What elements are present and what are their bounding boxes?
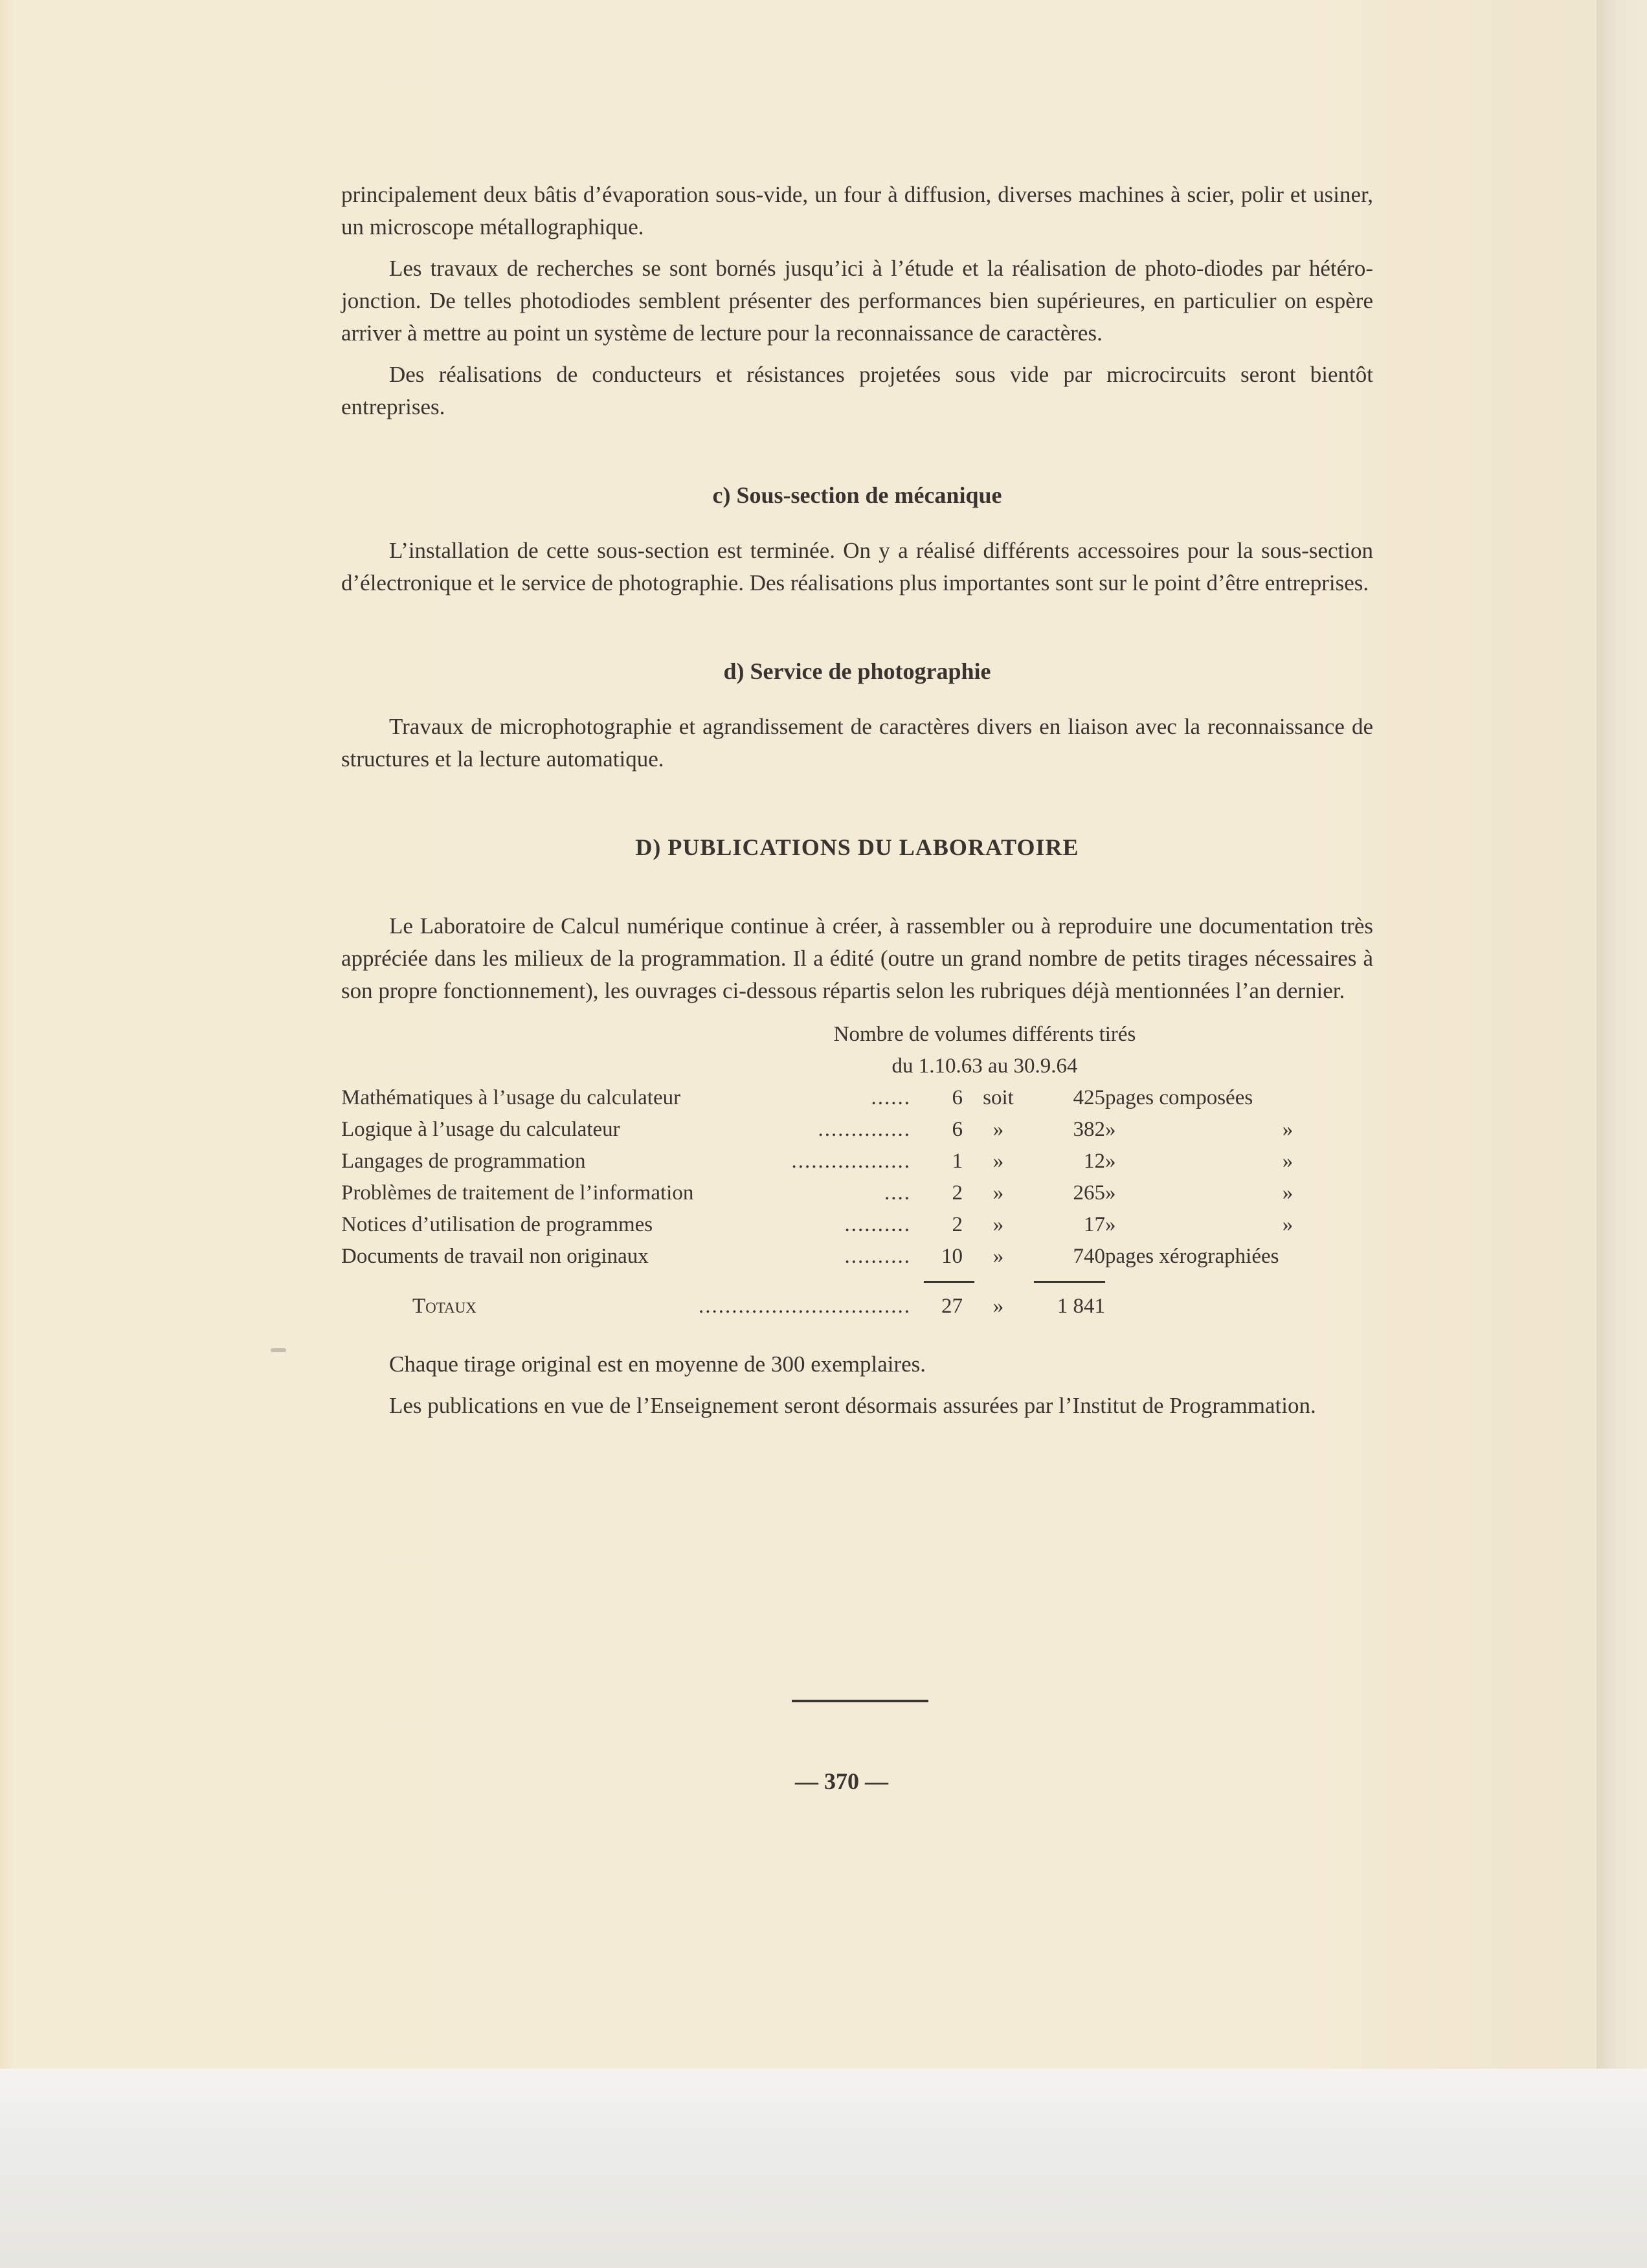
leader-dots: .......... [844, 1213, 911, 1236]
page-content [341, 179, 1373, 1422]
row-label: Notices d’utilisation de programmes [341, 1213, 653, 1236]
paragraph-publications-intro: Le Laboratoire de Calcul numérique continue à créer, à rassembler ou à reproduire une documentation très appréciée dans les milieux de la programmation. Il a édité (outre un grand nombre de petits tirages nécessaires à son propre fonctionnement), les ouvrages ci-dessous répartis selon les rubriques déjà mentionnées l’an dernier. [341, 913, 1373, 1003]
leader-dots: ................................ [699, 1295, 911, 1318]
heading-mecanique: c) Sous-section de mécanique [712, 482, 1002, 508]
row-volumes: 6 [952, 1118, 963, 1141]
row-volumes: 2 [952, 1213, 963, 1236]
row-ditto: » [1105, 1118, 1116, 1141]
publications-table [341, 1019, 1373, 1322]
row-ditto: » [1282, 1150, 1294, 1173]
row-pages: 12 [1084, 1150, 1105, 1173]
row-pages: 382 [1073, 1118, 1105, 1141]
row-ditto: » [1105, 1181, 1116, 1205]
row-pages: 740 [1073, 1245, 1105, 1268]
table-header [341, 1019, 1373, 1082]
table-header-line1: Nombre de volumes différents tirés [833, 1023, 1136, 1046]
scanner-background [0, 2069, 1647, 2268]
row-volumes: 1 [952, 1150, 963, 1173]
leader-dots: .......... [844, 1245, 911, 1268]
row-label: Problèmes de traitement de l’information [341, 1181, 694, 1205]
row-ditto: » [992, 1181, 1004, 1205]
row-label: Logique à l’usage du calculateur [341, 1118, 620, 1141]
paragraph-mecanique: L’installation de cette sous-section est terminée. On y a réalisé différents accessoires pour la sous-section d’électronique et le service de photographie. Des réalisations plus importantes sont sur le point d’être entreprises. [341, 538, 1373, 595]
row-ditto: » [992, 1213, 1004, 1236]
totals-pages: 1 841 [1057, 1295, 1105, 1318]
row-pages: 265 [1073, 1181, 1105, 1205]
paragraph-photodiodes: Les travaux de recherches se sont bornés jusqu’ici à l’étude et la réalisation de photo-diodes par hétéro-jonction. De telles photodiodes semblent présenter des performances bien supérieures, en particulier on espère arriver à mettre au point un système de lecture pour la reconnaissance de caractères. [341, 256, 1373, 346]
totals-volumes: 27 [941, 1295, 963, 1318]
paragraph-microcircuits: Des réalisations de conducteurs et résistances projetées sous vide par microcircuits seront bientôt entreprises. [341, 362, 1373, 419]
row-label: Mathématiques à l’usage du calculateur [341, 1086, 681, 1109]
section-end-rule [792, 1700, 928, 1702]
row-volumes: 2 [952, 1181, 963, 1205]
paragraph-photographie: Travaux de microphotographie et agrandissement de caractères divers en liaison avec la reconnaissance de structures et la lecture automatique. [341, 714, 1373, 772]
leader-dots: ...... [871, 1086, 911, 1109]
table-row [341, 1114, 1373, 1146]
row-volumes: 10 [941, 1245, 963, 1268]
row-ditto: » [1282, 1213, 1294, 1236]
row-ditto: » [992, 1150, 1004, 1173]
pages-total-rule [1034, 1281, 1105, 1283]
totals-label: Totaux [412, 1295, 476, 1318]
row-ditto: » [992, 1245, 1004, 1268]
leader-dots: .................. [791, 1150, 911, 1173]
publications-grid [341, 1082, 1373, 1322]
row-ditto: » [1105, 1213, 1116, 1236]
table-row [341, 1209, 1373, 1241]
heading-photographie: d) Service de photographie [723, 658, 991, 684]
row-label: Documents de travail non originaux [341, 1245, 649, 1268]
row-ditto: » [992, 1118, 1004, 1141]
table-row [341, 1082, 1373, 1114]
row-unit: pages composées [1105, 1086, 1253, 1109]
row-volumes: 6 [952, 1086, 963, 1109]
row-soit: soit [983, 1086, 1014, 1109]
row-pages: 17 [1084, 1213, 1105, 1236]
totals-ditto: » [992, 1295, 1004, 1318]
leader-dots: .... [884, 1181, 911, 1205]
paragraph-enseignement: Les publications en vue de l’Enseignement seront désormais assurées par l’Institut de Programmation. [389, 1393, 1316, 1418]
paragraph-copies: Chaque tirage original est en moyenne de 300 exemplaires. [389, 1351, 926, 1377]
ink-smudge [271, 1348, 286, 1352]
page-number: — 370 — [795, 1768, 888, 1794]
facing-page-edge [1597, 0, 1647, 2069]
row-unit: pages xérographiées [1105, 1245, 1279, 1268]
row-ditto: » [1282, 1118, 1294, 1141]
row-ditto: » [1282, 1181, 1294, 1205]
total-rules [341, 1273, 1373, 1291]
row-label: Langages de programmation [341, 1150, 586, 1173]
leader-dots: .............. [818, 1118, 911, 1141]
table-row [341, 1146, 1373, 1177]
row-pages: 425 [1073, 1086, 1105, 1109]
table-row-totals [341, 1291, 1373, 1322]
row-ditto: » [1105, 1150, 1116, 1173]
table-row [341, 1241, 1373, 1273]
heading-publications: D) PUBLICATIONS DU LABORATOIRE [635, 834, 1079, 860]
paragraph-continuation: principalement deux bâtis d’évaporation sous-vide, un four à diffusion, diverses machines à scier, polir et usiner, un microscope métallographique. [341, 182, 1373, 239]
table-row [341, 1177, 1373, 1209]
table-header-line2: du 1.10.63 au 30.9.64 [891, 1054, 1078, 1078]
